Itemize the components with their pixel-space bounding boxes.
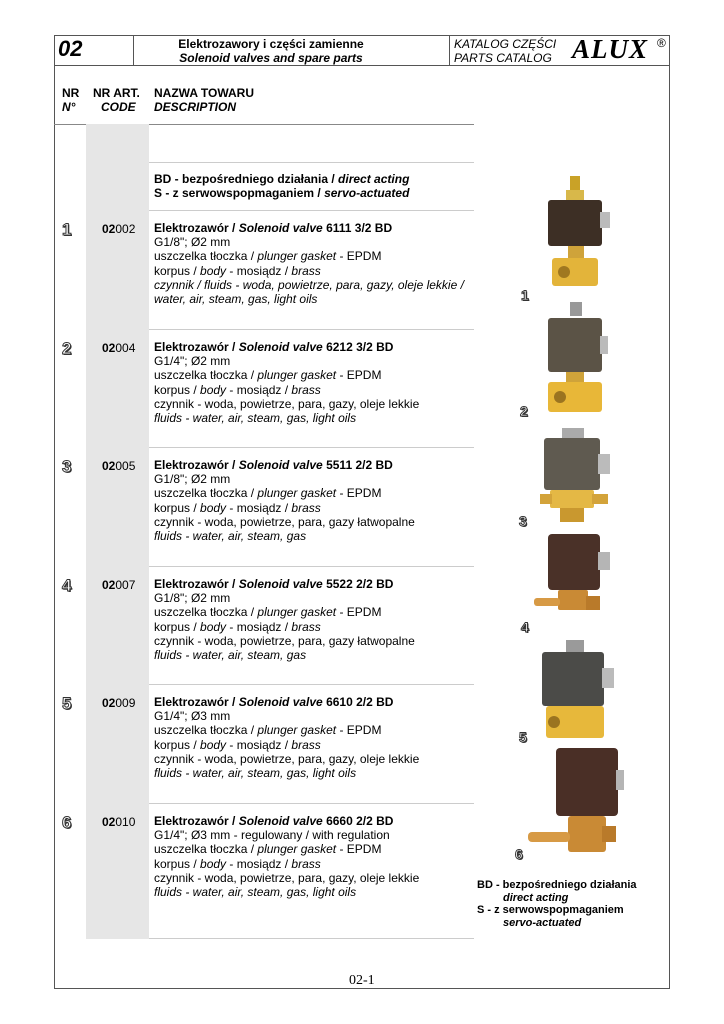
- item-code-suffix: 002: [115, 222, 136, 236]
- image-number-1: 1: [521, 287, 529, 303]
- section-number: 02: [58, 36, 83, 61]
- item-model: 6610 2/2 BD: [326, 695, 394, 709]
- item-number: 5: [62, 694, 72, 713]
- item-title-pl: Elektrozawór /: [154, 458, 236, 472]
- item-code-suffix: 009: [115, 696, 136, 710]
- valve-image-6: [528, 748, 624, 860]
- body-label-en: body: [200, 263, 227, 278]
- body-label-en: body: [200, 619, 227, 634]
- item-spec-body: [154, 264, 474, 278]
- item-code-prefix: 02: [102, 459, 116, 473]
- gasket-label-en: plunger gasket: [257, 368, 337, 383]
- gasket-label-pl: uszczelka tłoczka /: [154, 368, 255, 383]
- item-title-pl: Elektrozawór /: [154, 695, 236, 709]
- row-divider: [149, 938, 474, 939]
- gasket-label-en: plunger gasket: [257, 842, 337, 857]
- row-divider: [149, 162, 474, 163]
- item-spec-connection: G1/4"; Ø2 mm: [154, 354, 231, 369]
- item-description: [154, 695, 474, 780]
- item-spec-fluids-en: fluids - water, air, steam, gas, light oils: [154, 885, 357, 900]
- item-spec-fluids-pl: czynnik - woda, powietrze, para, gazy, oleje lekkie: [154, 396, 420, 411]
- image-number-3: 3: [519, 513, 527, 529]
- gasket-label-pl: uszczelka tłoczka /: [154, 605, 255, 620]
- item-spec-connection: G1/4"; Ø3 mm - regulowany / with regulation: [154, 828, 390, 843]
- item-model: 5522 2/2 BD: [326, 577, 394, 591]
- section-title-pl: Elektrozawory i części zamienne: [178, 37, 364, 51]
- item-spec-connection: G1/8"; Ø2 mm: [154, 591, 231, 606]
- image-number-5: 5: [519, 729, 527, 745]
- item-spec-body: [154, 738, 474, 752]
- brand-logo: ALUX: [572, 34, 649, 64]
- catalog-label-pl: KATALOG CZĘŚCI: [454, 37, 557, 51]
- item-code: [102, 341, 135, 355]
- legend-bottom-s-pl: S - z serwowspopmaganiem: [477, 904, 624, 917]
- gasket-value: - EPDM: [336, 605, 382, 620]
- item-title-pl: Elektrozawór /: [154, 814, 236, 828]
- item-code: [102, 222, 135, 236]
- body-label-pl: korpus /: [154, 382, 197, 397]
- item-spec-fluids-pl: czynnik - woda, powietrze, para, gazy łatwopalne: [154, 514, 415, 529]
- item-spec-fluids-en: fluids - water, air, steam, gas: [154, 648, 307, 663]
- body-material-pl: - mosiądz /: [226, 500, 289, 515]
- col-code-pl: NR ART.: [93, 86, 140, 100]
- body-label-en: body: [200, 500, 227, 515]
- col-nr-en: N°: [62, 100, 76, 114]
- item-title-en: Solenoid valve: [238, 814, 323, 828]
- item-description: [154, 458, 474, 543]
- legend-bottom: [477, 879, 637, 929]
- body-material-en: brass: [291, 382, 321, 397]
- body-label-en: body: [200, 737, 227, 752]
- item-description: [154, 577, 474, 662]
- row-divider: [149, 210, 474, 211]
- item-spec-body: [154, 501, 474, 515]
- row-divider: [149, 566, 474, 567]
- item-spec-fluids-en: fluids - water, air, steam, gas, light oils: [154, 766, 357, 781]
- gasket-value: - EPDM: [336, 723, 382, 738]
- body-label-pl: korpus /: [154, 737, 197, 752]
- item-code-prefix: 02: [102, 341, 116, 355]
- gasket-label-pl: uszczelka tłoczka /: [154, 723, 255, 738]
- body-material-en: brass: [291, 856, 321, 871]
- item-spec-fluids-pl: czynnik - woda, powietrze, para, gazy, oleje lekkie: [154, 751, 420, 766]
- item-number: 2: [62, 339, 72, 358]
- item-spec-fluids-en: fluids - water, air, steam, gas: [154, 529, 307, 544]
- item-model: 6660 2/2 BD: [326, 814, 394, 828]
- item-code: [102, 459, 135, 473]
- row-divider: [149, 684, 474, 685]
- item-code-suffix: 007: [115, 578, 136, 592]
- image-number-6: 6: [515, 846, 523, 862]
- item-description: [154, 221, 474, 306]
- body-material-en: brass: [291, 263, 321, 278]
- body-material-en: brass: [291, 737, 321, 752]
- gasket-label-en: plunger gasket: [257, 249, 337, 264]
- gasket-label-pl: uszczelka tłoczka /: [154, 842, 255, 857]
- legend-top: [154, 172, 409, 200]
- body-label-pl: korpus /: [154, 619, 197, 634]
- body-material-en: brass: [291, 500, 321, 515]
- row-divider: [149, 803, 474, 804]
- legend-bottom-bd-pl: BD - bezpośredniego działania: [477, 879, 637, 891]
- col-code-en: CODE: [101, 100, 136, 114]
- item-code-prefix: 02: [102, 578, 116, 592]
- item-title-en: Solenoid valve: [238, 340, 323, 354]
- body-material-pl: - mosiądz /: [226, 382, 289, 397]
- item-spec-body: [154, 383, 474, 397]
- item-spec-gasket: [154, 842, 474, 856]
- item-spec-fluids-pl: czynnik - woda, powietrze, para, gazy łatwopalne: [154, 633, 415, 648]
- valve-image-3: [540, 428, 612, 524]
- item-code-prefix: 02: [102, 696, 116, 710]
- item-spec-connection: G1/8"; Ø2 mm: [154, 472, 231, 487]
- legend-bd-en: direct acting: [338, 172, 410, 186]
- item-code: [102, 578, 135, 592]
- legend-bottom-bd-en: direct acting: [503, 891, 569, 904]
- item-spec-body: [154, 620, 474, 634]
- item-code-prefix: 02: [102, 815, 116, 829]
- item-code-suffix: 004: [115, 341, 136, 355]
- legend-bd-pl: BD - bezpośredniego działania /: [154, 172, 335, 186]
- item-title-pl: Elektrozawór /: [154, 340, 236, 354]
- item-number: 4: [62, 576, 72, 595]
- item-spec-gasket: [154, 723, 474, 737]
- item-title-pl: Elektrozawór /: [154, 221, 236, 235]
- row-divider: [149, 329, 474, 330]
- header-separator: [449, 35, 450, 65]
- item-spec-gasket: [154, 486, 474, 500]
- item-spec-fluids-en: fluids - water, air, steam, gas, light oils: [154, 411, 357, 426]
- item-code: [102, 696, 135, 710]
- col-desc-en: DESCRIPTION: [154, 100, 237, 114]
- gasket-value: - EPDM: [336, 368, 382, 383]
- item-code-suffix: 005: [115, 459, 136, 473]
- item-number: 6: [62, 813, 72, 832]
- body-material-pl: - mosiądz /: [226, 619, 289, 634]
- body-label-pl: korpus /: [154, 856, 197, 871]
- item-number: 1: [62, 220, 72, 239]
- item-code-prefix: 02: [102, 222, 116, 236]
- item-spec-fluids-pl: czynnik / fluids - woda, powietrze, para, gazy, oleje lekkie /: [154, 277, 464, 292]
- legend-s-en: servo-actuated: [324, 186, 410, 200]
- item-title-en: Solenoid valve: [238, 695, 323, 709]
- item-description: [154, 814, 474, 899]
- body-material-en: brass: [291, 619, 321, 634]
- item-spec-fluids-pl: czynnik - woda, powietrze, para, gazy, oleje lekkie: [154, 870, 420, 885]
- item-model: 5511 2/2 BD: [326, 458, 393, 472]
- body-material-pl: - mosiądz /: [226, 856, 289, 871]
- item-title-en: Solenoid valve: [238, 221, 323, 235]
- body-label-en: body: [200, 856, 227, 871]
- section-title-en: Solenoid valves and spare parts: [179, 51, 363, 65]
- item-title-pl: Elektrozawór /: [154, 577, 236, 591]
- gasket-label-pl: uszczelka tłoczka /: [154, 486, 255, 501]
- registered-mark: ®: [657, 36, 666, 50]
- body-material-pl: - mosiądz /: [226, 263, 289, 278]
- valve-image-4: [532, 534, 618, 618]
- legend-bottom-s-en: servo-actuated: [503, 916, 582, 929]
- item-title-en: Solenoid valve: [238, 577, 323, 591]
- catalog-label-en: PARTS CATALOG: [454, 51, 552, 65]
- item-title-en: Solenoid valve: [238, 458, 323, 472]
- item-spec-gasket: [154, 605, 474, 619]
- gasket-value: - EPDM: [336, 249, 382, 264]
- body-label-en: body: [200, 382, 227, 397]
- body-label-pl: korpus /: [154, 263, 197, 278]
- item-model: 6111 3/2 BD: [326, 221, 393, 235]
- image-number-2: 2: [520, 403, 528, 419]
- item-code-suffix: 010: [115, 815, 136, 829]
- col-desc-pl: NAZWA TOWARU: [154, 86, 254, 100]
- gasket-label-pl: uszczelka tłoczka /: [154, 249, 255, 264]
- gasket-value: - EPDM: [336, 842, 382, 857]
- valve-image-1: [540, 176, 612, 288]
- legend-s-pl: S - z serwowspopmaganiem /: [154, 186, 321, 200]
- item-spec-fluids-en: water, air, steam, gas, light oils: [154, 292, 318, 307]
- item-code: [102, 815, 135, 829]
- item-number: 3: [62, 457, 72, 476]
- col-nr-pl: NR: [62, 86, 80, 100]
- body-material-pl: - mosiądz /: [226, 737, 289, 752]
- valve-image-2: [546, 302, 608, 414]
- item-model: 6212 3/2 BD: [326, 340, 394, 354]
- item-description: [154, 340, 474, 425]
- body-label-pl: korpus /: [154, 500, 197, 515]
- gasket-value: - EPDM: [336, 486, 382, 501]
- gasket-label-en: plunger gasket: [257, 723, 337, 738]
- valve-image-5: [540, 640, 616, 740]
- gasket-label-en: plunger gasket: [257, 486, 337, 501]
- image-number-4: 4: [521, 619, 529, 635]
- header-divider: [54, 65, 670, 66]
- item-spec-connection: G1/4"; Ø3 mm: [154, 709, 231, 724]
- item-spec-gasket: [154, 249, 474, 263]
- item-spec-connection: G1/8"; Ø2 mm: [154, 235, 231, 250]
- item-spec-body: [154, 857, 474, 871]
- row-divider: [149, 447, 474, 448]
- page-number: 02-1: [349, 973, 375, 988]
- item-spec-gasket: [154, 368, 474, 382]
- gasket-label-en: plunger gasket: [257, 605, 337, 620]
